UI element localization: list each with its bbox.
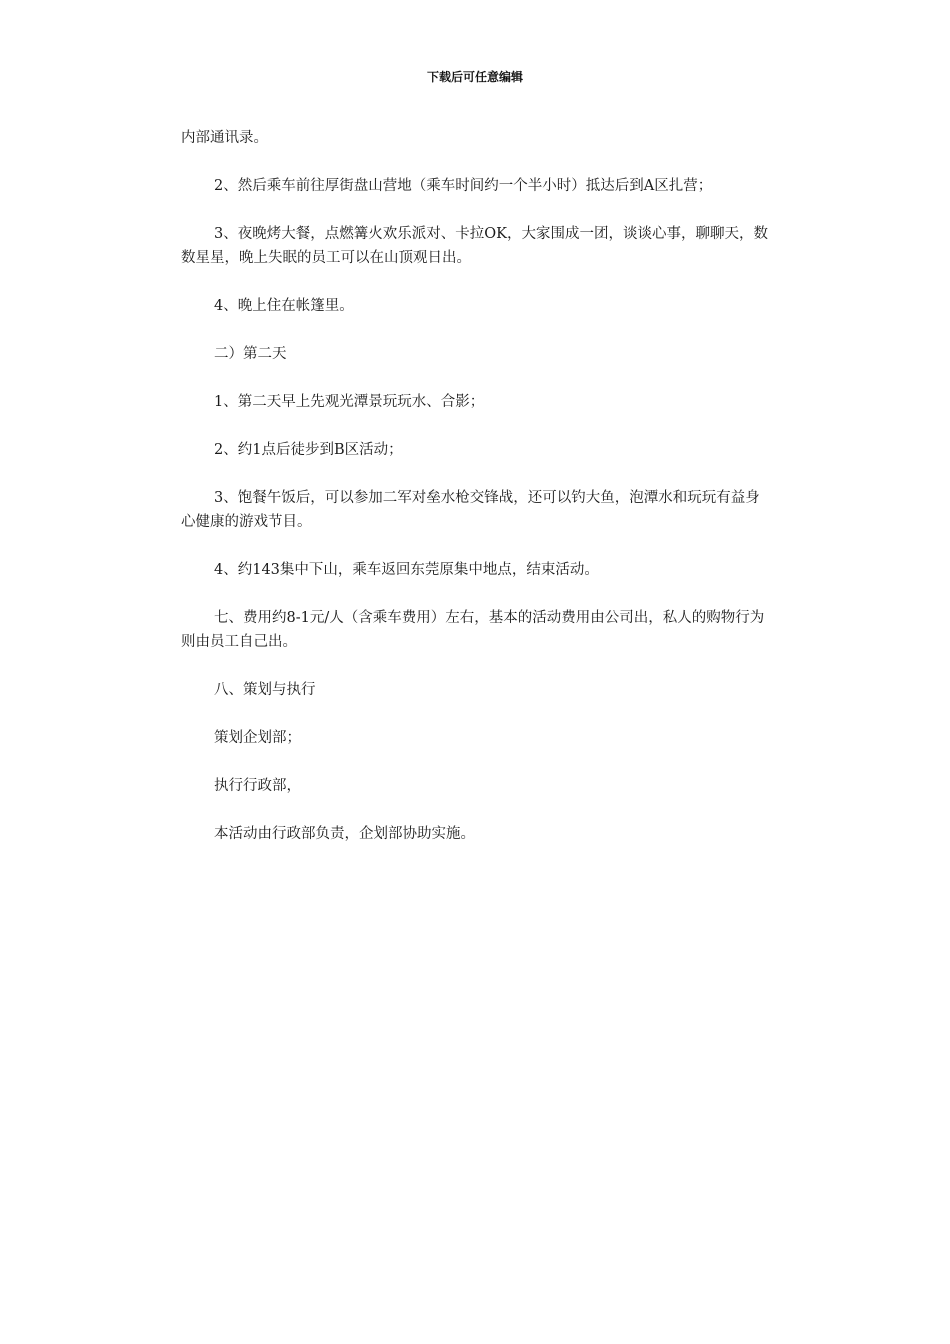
paragraph: 七、费用约8-1元/人（含乘车费用）左右，基本的活动费用由公司出，私人的购物行为则由员工自己出。 xyxy=(181,610,765,650)
paragraph: 执行行政部， xyxy=(214,778,301,794)
paragraph: 策划企划部； xyxy=(214,730,301,746)
paragraph: 4、晚上住在帐篷里。 xyxy=(214,298,354,314)
paragraph: 1、第二天早上先观光潭景玩玩水、合影； xyxy=(214,394,485,410)
paragraph: 3、夜晚烤大餐，点燃篝火欢乐派对、卡拉OK，大家围成一团，谈谈心事，聊聊天，数数星星，晚上失眠的员工可以在山顶观日出。 xyxy=(181,226,768,266)
paragraph: 本活动由行政部负责，企划部协助实施。 xyxy=(214,826,475,842)
document-body xyxy=(181,126,771,870)
section-heading: 二）第二天 xyxy=(214,346,287,362)
paragraph: 2、约1点后徒步到B区活动； xyxy=(214,442,403,458)
section-heading: 八、策划与执行 xyxy=(214,682,316,698)
paragraph: 2、然后乘车前往厚街盘山营地（乘车时间约一个半小时）抵达后到A区扎营； xyxy=(214,178,713,194)
paragraph: 3、饱餐午饭后，可以参加二军对垒水枪交锋战，还可以钓大鱼，泡潭水和玩玩有益身心健康的游戏节目。 xyxy=(181,490,760,530)
paragraph: 4、约143集中下山，乘车返回东莞原集中地点，结束活动。 xyxy=(214,562,599,578)
page-header: 下载后可任意编辑 xyxy=(426,70,523,84)
paragraph: 内部通讯录。 xyxy=(181,130,268,146)
